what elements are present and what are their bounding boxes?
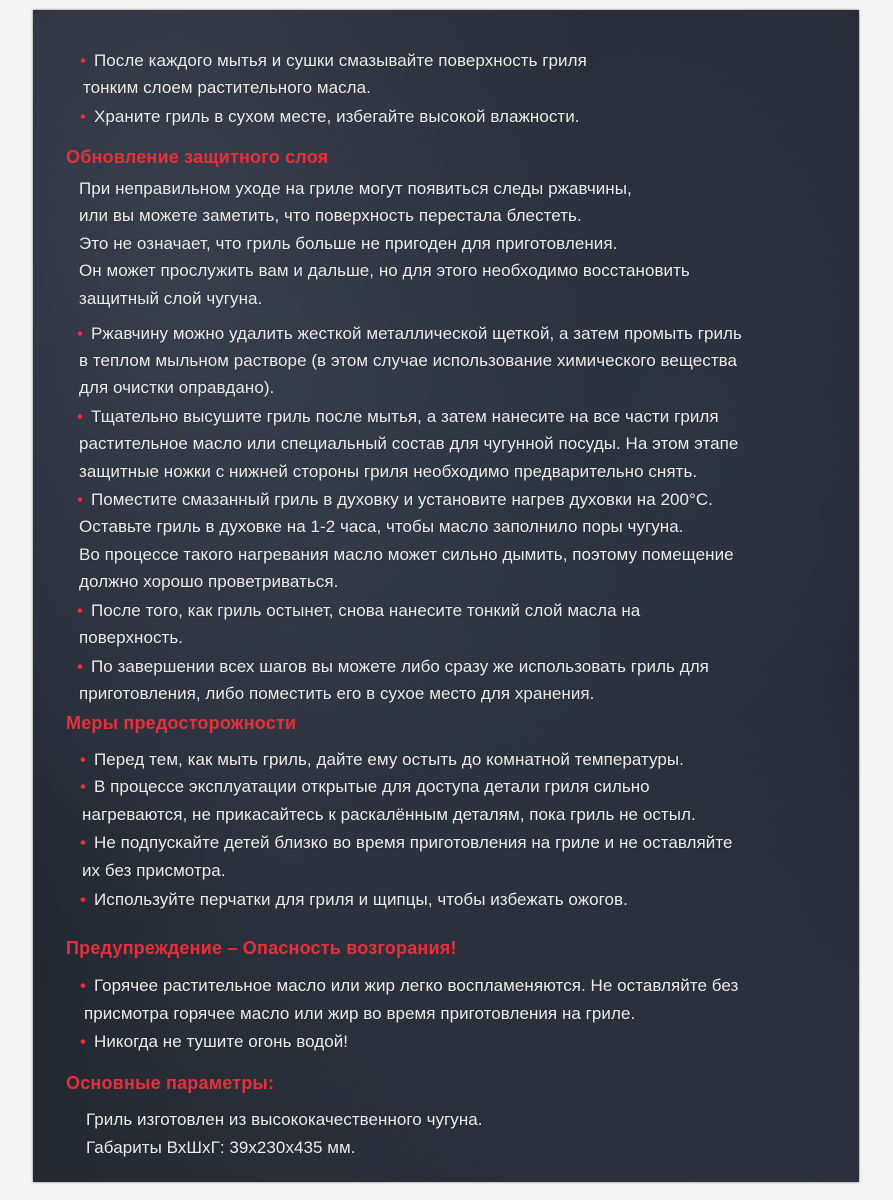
bullet-icon: • — [80, 1032, 87, 1051]
list-item-continuation: защитные ножки с нижней стороны гриля необходимо предварительно снять. — [79, 462, 698, 481]
list-item — [80, 777, 650, 797]
list-item — [80, 107, 580, 127]
list-item-continuation: должно хорошо проветриваться. — [79, 572, 339, 591]
list-item-continuation: присмотра горячее масло или жир во время приготовления на гриле. — [84, 1004, 636, 1023]
list-item — [77, 490, 713, 510]
bullet-icon: • — [80, 750, 87, 769]
list-item — [77, 324, 742, 344]
list-item-continuation: Во процессе такого нагревания масло может сильно дымить, поэтому помещение — [79, 545, 734, 564]
list-item-continuation: приготовления, либо поместить его в сухое место для хранения. — [79, 684, 595, 703]
list-item-text: Храните гриль в сухом месте, избегайте высокой влажности. — [94, 107, 580, 126]
list-item-continuation: тонким слоем растительного масла. — [83, 78, 371, 97]
spec-line: Габариты ВхШхГ: 39х230х435 мм. — [86, 1138, 356, 1157]
list-item-continuation: нагреваются, не прикасайтесь к раскалённым деталям, пока гриль не остыл. — [82, 805, 696, 824]
list-item-continuation: их без присмотра. — [82, 861, 226, 880]
bullet-icon: • — [80, 890, 87, 909]
list-item-text: После того, как гриль остынет, снова нанесите тонкий слой масла на — [91, 601, 641, 620]
list-item-text: Горячее растительное масло или жир легко воспламеняются. Не оставляйте без — [94, 976, 739, 995]
list-item — [80, 890, 628, 910]
list-item-text: Тщательно высушите гриль после мытья, а затем нанесите на все части гриля — [91, 407, 719, 426]
section-heading-caution: Меры предосторожности — [66, 713, 297, 733]
list-item-continuation: в теплом мыльном растворе (в этом случае использование химического вещества — [79, 351, 738, 370]
bullet-icon: • — [80, 107, 87, 126]
section-heading-restore: Обновление защитного слоя — [66, 147, 329, 167]
paragraph-line: защитный слой чугуна. — [79, 289, 263, 308]
section-heading-warning: Предупреждение – Опасность возгорания! — [66, 938, 457, 958]
bullet-icon: • — [80, 51, 87, 70]
section-heading-parameters: Основные параметры: — [66, 1073, 275, 1093]
paragraph-line: или вы можете заметить, что поверхность перестала блестеть. — [79, 206, 582, 225]
list-item-text: Не подпускайте детей близко во время приготовления на гриле и не оставляйте — [94, 833, 733, 852]
list-item-continuation: для очистки оправдано). — [79, 378, 275, 397]
list-item — [80, 1032, 348, 1052]
bullet-icon: • — [80, 833, 87, 852]
bullet-icon: • — [77, 601, 84, 620]
paragraph-line: Это не означает, что гриль больше не пригоден для приготовления. — [79, 234, 618, 253]
list-item-text: По завершении всех шагов вы можете либо сразу же использовать гриль для — [91, 657, 709, 676]
list-item — [80, 833, 732, 853]
list-item — [77, 407, 719, 427]
list-item-continuation: растительное масло или специальный состав для чугунной посуды. На этом этапе — [79, 434, 739, 453]
list-item-continuation: Оставьте гриль в духовке на 1-2 часа, чтобы масло заполнило поры чугуна. — [79, 517, 684, 536]
list-item — [77, 601, 640, 621]
bullet-icon: • — [77, 407, 84, 426]
list-item-text: В процессе эксплуатации открытые для доступа детали гриля сильно — [94, 777, 650, 796]
list-item — [80, 750, 684, 770]
bullet-icon: • — [77, 657, 84, 676]
list-item — [80, 51, 587, 71]
paragraph-line: При неправильном уходе на гриле могут появиться следы ржавчины, — [79, 179, 632, 198]
spec-line: Гриль изготовлен из высококачественного чугуна. — [86, 1110, 483, 1129]
list-item-text: Перед тем, как мыть гриль, дайте ему остыть до комнатной температуры. — [94, 750, 684, 769]
bullet-icon: • — [77, 324, 84, 343]
bullet-icon: • — [77, 490, 84, 509]
list-item-text: После каждого мытья и сушки смазывайте поверхность гриля — [94, 51, 587, 70]
list-item-text: Используйте перчатки для гриля и щипцы, чтобы избежать ожогов. — [94, 890, 628, 909]
list-item-text: Никогда не тушите огонь водой! — [94, 1032, 349, 1051]
bullet-icon: • — [80, 976, 87, 995]
list-item — [77, 657, 709, 677]
list-item — [80, 976, 738, 996]
list-item-text: Ржавчину можно удалить жесткой металлической щеткой, а затем промыть гриль — [91, 324, 742, 343]
instruction-card — [33, 10, 859, 1182]
list-item-text: Поместите смазанный гриль в духовку и установите нагрев духовки на 200°С. — [91, 490, 713, 509]
bullet-icon: • — [80, 777, 87, 796]
list-item-continuation: поверхность. — [79, 628, 184, 647]
paragraph-line: Он может прослужить вам и дальше, но для этого необходимо восстановить — [79, 261, 690, 280]
